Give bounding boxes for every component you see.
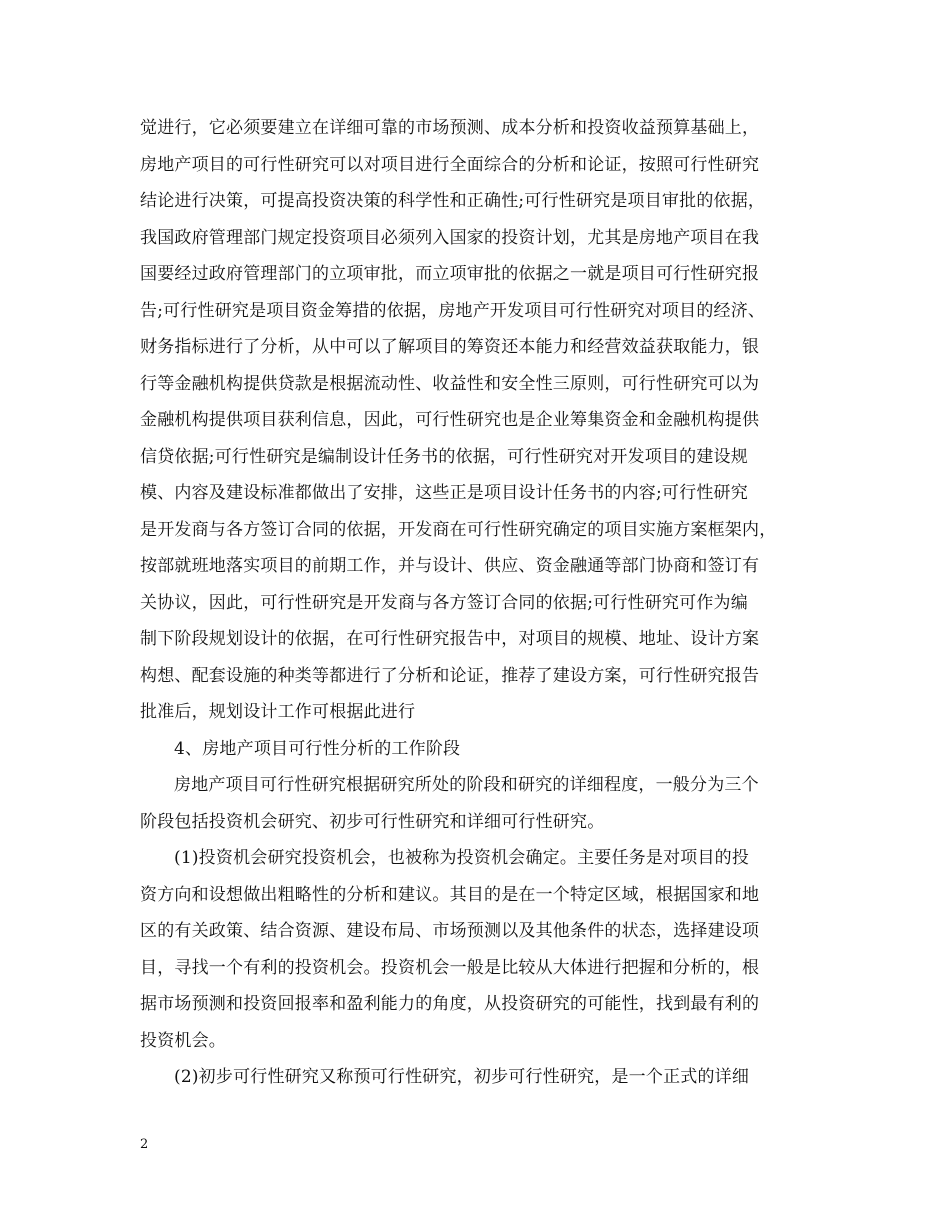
text-line: 信贷依据;可行性研究是编制设计任务书的依据，可行性研究对开发项目的建设规 <box>140 446 748 467</box>
text-line: 行等金融机构提供贷款是根据流动性、收益性和安全性三原则，可行性研究可以为 <box>140 373 760 394</box>
text-line: 目，寻找一个有利的投资机会。投资机会一般是比较从大体进行把握和分析的，根 <box>140 957 760 978</box>
text-line: 阶段包括投资机会研究、初步可行性研究和详细可行性研究。 <box>140 811 605 832</box>
text-line: (1)投资机会研究投资机会，也被称为投资机会确定。主要任务是对项目的投 <box>174 848 750 868</box>
body-text <box>140 110 830 1096</box>
text-line: 批准后，规划设计工作可根据此进行 <box>140 702 416 722</box>
text-line: 区的有关政策、结合资源、建设布局、市场预测以及其他条件的状态，选择建设项 <box>140 921 760 941</box>
text-line: 据市场预测和投资回报率和盈利能力的角度，从投资研究的可能性，找到最有利的 <box>140 994 760 1014</box>
text-line: 觉进行，它必须要建立在详细可靠的市场预测、成本分析和投资收益预算基础上， <box>140 118 760 138</box>
text-line: 4、房地产项目可行性分析的工作阶段 <box>174 738 461 759</box>
text-line: 结论进行决策，可提高投资决策的科学性和正确性;可行性研究是项目审批的依据， <box>140 191 766 211</box>
text-line: 制下阶段规划设计的依据，在可行性研究报告中，对项目的规模、地址、设计方案 <box>140 629 760 649</box>
text-line: 房地产项目的可行性研究可以对项目进行全面综合的分析和论证，按照可行性研究 <box>140 154 760 175</box>
text-line: 关协议，因此，可行性研究是开发商与各方签订合同的依据;可行性研究可作为编 <box>140 592 748 613</box>
page-number: 2 <box>140 1137 149 1152</box>
text-line: 模、内容及建设标准都做出了安排，这些正是项目设计任务书的内容;可行性研究 <box>140 483 748 503</box>
text-line: 按部就班地落实项目的前期工作，并与设计、供应、资金融通等部门协商和签订有 <box>140 556 760 576</box>
text-line: 告;可行性研究是项目资金筹措的依据，房地产开发项目可行性研究对项目的经济、 <box>140 300 766 321</box>
text-line: 金融机构提供项目获利信息，因此，可行性研究也是企业筹集资金和金融机构提供 <box>140 410 760 430</box>
text-line: 我国政府管理部门规定投资项目必须列入国家的投资计划，尤其是房地产项目在我 <box>140 227 760 248</box>
text-line: 投资机会。 <box>140 1030 226 1051</box>
text-line: 是开发商与各方签订合同的依据，开发商在可行性研究确定的项目实施方案框架内， <box>140 519 777 540</box>
text-line: 房地产项目可行性研究根据研究所处的阶段和研究的详细程度，一般分为三个 <box>174 775 759 795</box>
text-line: 财务指标进行了分析，从中可以了解项目的筹资还本能力和经营效益获取能力，银 <box>140 337 760 357</box>
text-line: 构想、配套设施的种类等都进行了分析和论证，推荐了建设方案，可行性研究报告 <box>140 665 760 686</box>
text-line: 资方向和设想做出粗略性的分析和建议。其目的是在一个特定区域，根据国家和地 <box>140 884 760 905</box>
text-line: (2)初步可行性研究又称预可行性研究，初步可行性研究，是一个正式的详细 <box>174 1067 750 1087</box>
text-line: 国要经过政府管理部门的立项审批，而立项审批的依据之一就是项目可行性研究报 <box>140 264 760 284</box>
